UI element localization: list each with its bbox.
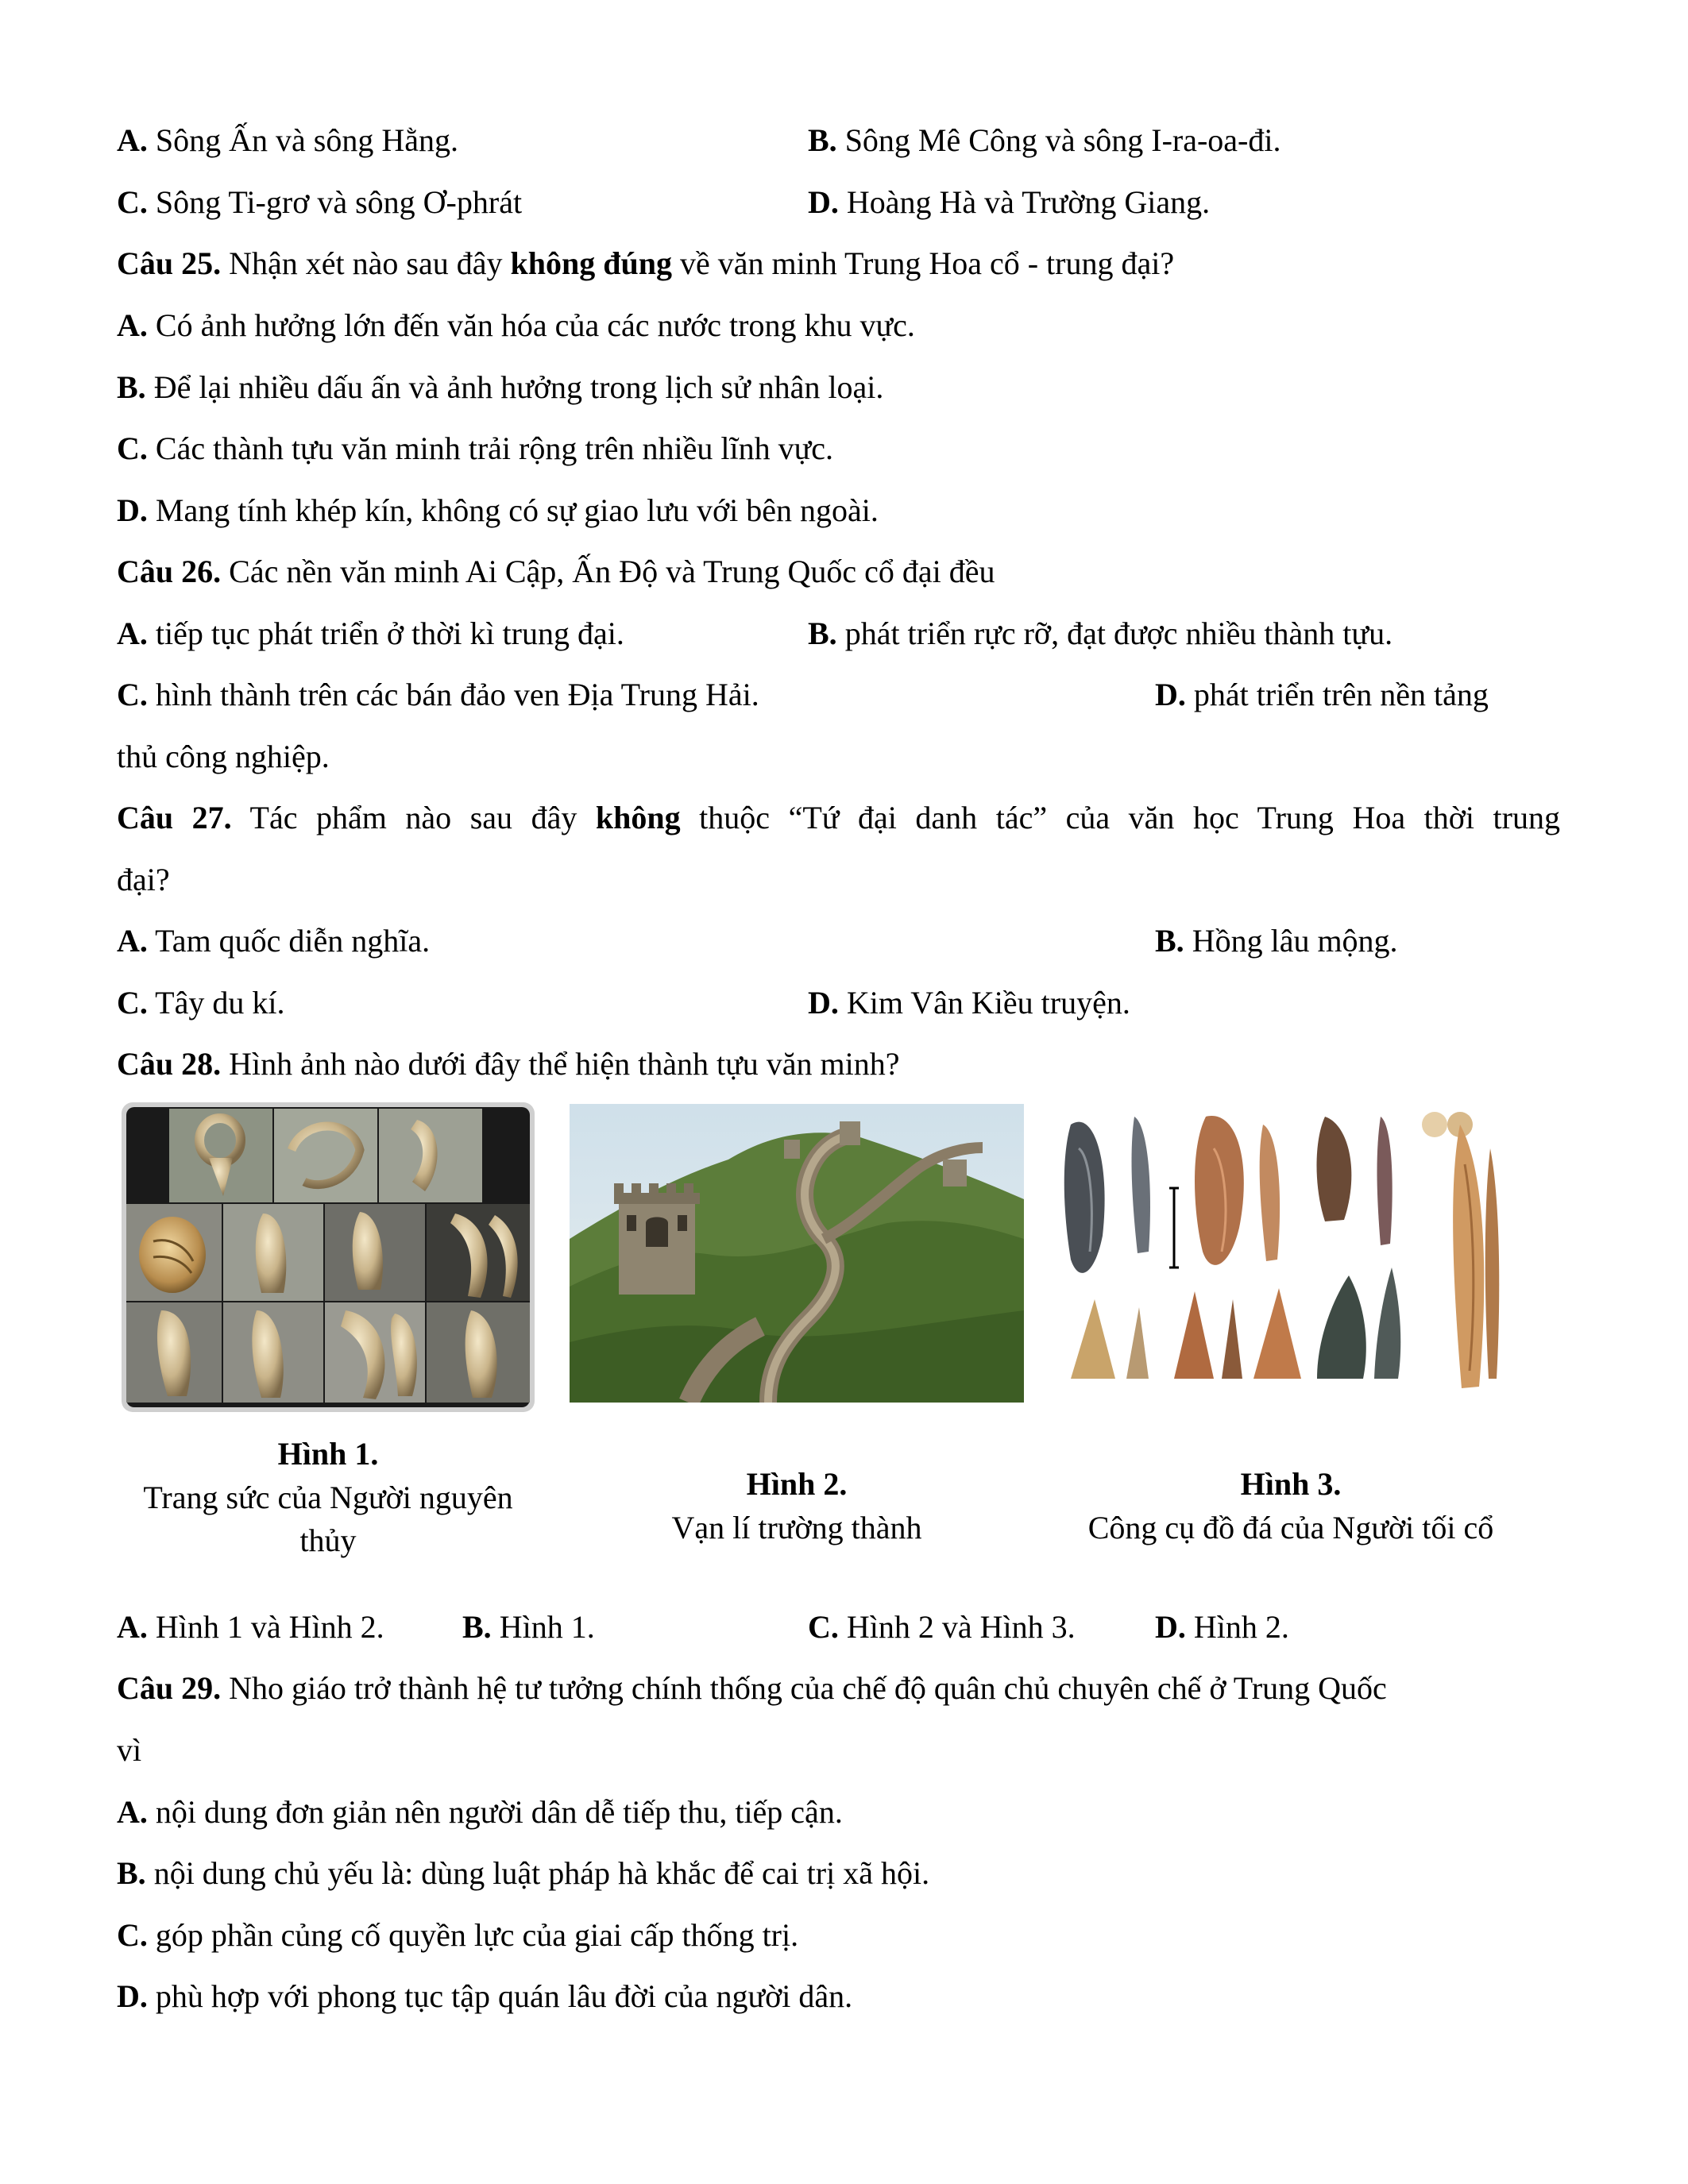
q25-option-d: D. Mang tính khép kín, không có sự giao lưu với bên ngoài.: [117, 492, 879, 528]
q27-option-a: A. Tam quốc diễn nghĩa.: [117, 923, 431, 959]
q28-option-d: D. Hình 2.: [1155, 1609, 1289, 1645]
q24-option-a: A. Sông Ấn và sông Hằng.: [117, 122, 458, 158]
figure-3-title: Hình 3.: [1240, 1466, 1342, 1502]
q26-stem: Câu 26. Các nền văn minh Ai Cập, Ấn Độ và Trung Quốc cổ đại đều: [117, 554, 995, 589]
figure-1-title: Hình 1.: [277, 1436, 379, 1472]
q24-option-b: B. Sông Mê Công và sông I-ra-oa-đi.: [808, 122, 1281, 158]
q29-option-d: D. phù hợp với phong tục tập quán lâu đời của người dân.: [117, 1978, 853, 2014]
q29-stem-continued: vì: [117, 1732, 142, 1768]
figure-3-stone-tools-image: [1055, 1101, 1525, 1414]
q25-option-b: B. Để lại nhiều dấu ấn và ảnh hưởng trong lịch sử nhân loại.: [117, 369, 884, 405]
q27-option-b: B. Hồng lâu mộng.: [1155, 923, 1398, 959]
figure-2-title: Hình 2.: [746, 1466, 848, 1502]
figure-1-caption: Trang sức của Người nguyên: [143, 1480, 513, 1515]
figure-2-great-wall-image: [570, 1104, 1024, 1403]
q29-stem: Câu 29. Nho giáo trở thành hệ tư tưởng chính thống của chế độ quân chủ chuyên chế ở Trung Quốc: [117, 1670, 1387, 1706]
figure-1-jewelry-image: [122, 1102, 535, 1412]
q24-option-c: C. Sông Ti-grơ và sông Ơ-phrát: [117, 184, 523, 220]
q27-stem: Câu 27. Tác phẩm nào sau đây không thuộc “Tứ đại danh tác” của văn học Trung Hoa thời trung: [117, 800, 1560, 835]
q28-option-b: B. Hình 1.: [462, 1609, 595, 1645]
q28-stem: Câu 28. Hình ảnh nào dưới đây thể hiện thành tựu văn minh?: [117, 1046, 900, 1082]
q25-option-a: A. Có ảnh hưởng lớn đến văn hóa của các nước trong khu vực.: [117, 307, 915, 343]
q26-option-d: D. phát triển trên nền tảng: [1155, 677, 1489, 712]
q28-option-c: C. Hình 2 và Hình 3.: [808, 1609, 1076, 1645]
q29-option-a: A. nội dung đơn giản nên người dân dễ tiếp thu, tiếp cận.: [117, 1794, 843, 1830]
figure-3-caption: Công cụ đồ đá của Người tối cổ: [1087, 1510, 1494, 1545]
q29-option-b: B. nội dung chủ yếu là: dùng luật pháp hà khắc để cai trị xã hội.: [117, 1855, 930, 1891]
q27-option-d: D. Kim Vân Kiều truyện.: [808, 985, 1130, 1021]
q24-option-d: D. Hoàng Hà và Trường Giang.: [808, 184, 1211, 220]
q26-option-d-continued: thủ công nghiệp.: [117, 739, 330, 774]
q25-option-c: C. Các thành tựu văn minh trải rộng trên nhiều lĩnh vực.: [117, 430, 834, 466]
q29-option-c: C. góp phần củng cố quyền lực của giai cấp thống trị.: [117, 1917, 799, 1953]
figure-1-caption-continued: thủy: [299, 1522, 357, 1558]
q26-option-a: A. tiếp tục phát triển ở thời kì trung đại.: [117, 615, 624, 651]
q25-stem: Câu 25. Nhận xét nào sau đây không đúng về văn minh Trung Hoa cổ - trung đại?: [117, 245, 1175, 281]
q27-option-c: C. Tây du kí.: [117, 985, 285, 1021]
q28-option-a: A. Hình 1 và Hình 2.: [117, 1609, 384, 1645]
q26-option-c: C. hình thành trên các bán đảo ven Địa Trung Hải.: [117, 677, 759, 712]
q27-stem-continued: đại?: [117, 862, 170, 897]
q26-option-b: B. phát triển rực rỡ, đạt được nhiều thành tựu.: [808, 615, 1393, 651]
figure-2-caption: Vạn lí trường thành: [671, 1510, 922, 1545]
